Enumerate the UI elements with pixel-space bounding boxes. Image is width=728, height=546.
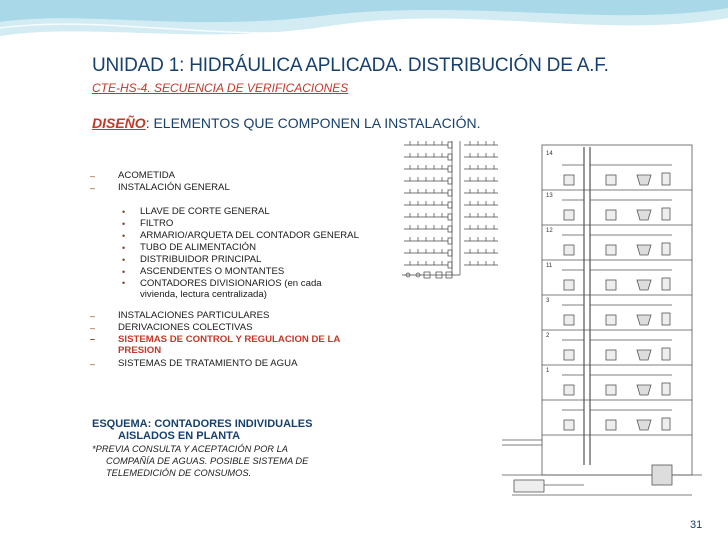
- dot-bullet-icon: •: [122, 267, 126, 277]
- list-item-label-cont: PRESION: [118, 345, 162, 356]
- floor-number: 1: [546, 368, 550, 374]
- list-item: [90, 182, 390, 194]
- floor-number: 12: [546, 228, 553, 234]
- floor-number: 2: [546, 333, 550, 339]
- dot-bullet-icon: •: [122, 255, 126, 265]
- components-list: [90, 170, 390, 370]
- list-subitem-label: ASCENDENTES O MONTANTES: [140, 266, 285, 277]
- dot-bullet-icon: •: [122, 207, 126, 217]
- footnote-line: TELEMEDICIÓN DE CONSUMOS.: [106, 468, 252, 478]
- floor-number: 13: [546, 193, 553, 199]
- esquema-line: ESQUEMA: CONTADORES INDIVIDUALES: [92, 418, 313, 430]
- list-subitem: [90, 254, 390, 266]
- dash-bullet-icon: –: [90, 359, 96, 369]
- dash-bullet-icon: –: [90, 183, 96, 193]
- footnote: [92, 443, 392, 479]
- list-subitem: [90, 218, 390, 230]
- list-subitem-label: FILTRO: [140, 218, 174, 229]
- list-subitem-label: CONTADORES DIVISIONARIOS (en cada: [140, 278, 322, 289]
- header-wave-decoration: [0, 0, 728, 60]
- list-subitem-label: TUBO DE ALIMENTACIÓN: [140, 242, 257, 253]
- floor-number: 14: [546, 151, 553, 157]
- dash-bullet-icon: –: [90, 311, 96, 321]
- dot-bullet-icon: •: [122, 278, 126, 288]
- footnote-line: *PREVIA CONSULTA Y ACEPTACIÓN POR LA: [92, 444, 288, 454]
- list-item-label: SISTEMAS DE TRATAMIENTO DE AGUA: [118, 358, 298, 369]
- esquema-caption: [92, 418, 382, 442]
- floor-number: 3: [546, 298, 550, 304]
- list-subitem: [90, 266, 390, 278]
- list-item: [90, 358, 390, 370]
- list-subitem-label-cont: vivienda, lectura centralizada): [140, 289, 267, 300]
- list-item-highlight: [90, 334, 390, 356]
- meter-manifold-schematic: [400, 135, 502, 290]
- list-subitem-label: DISTRIBUIDOR PRINCIPAL: [140, 254, 262, 265]
- list-subitem-label: LLAVE DE CORTE GENERAL: [140, 206, 270, 217]
- dot-bullet-icon: •: [122, 231, 126, 241]
- list-item-label: INSTALACIONES PARTICULARES: [118, 310, 270, 321]
- page-number: 31: [690, 519, 703, 531]
- list-item: [90, 310, 390, 322]
- list-item: [90, 322, 390, 334]
- slide-title: UNIDAD 1: HIDRÁULICA APLICADA. DISTRIBUCIÓN DE A.F.: [92, 55, 609, 76]
- list-subitem: [90, 278, 390, 300]
- esquema-line: AISLADOS EN PLANTA: [118, 430, 241, 442]
- slide-subtitle: CTE-HS-4. SECUENCIA DE VERIFICACIONES: [92, 81, 349, 95]
- dot-bullet-icon: •: [122, 243, 126, 253]
- list-item-label: SISTEMAS DE CONTROL Y REGULACION DE LA: [118, 334, 341, 345]
- dash-bullet-icon: –: [90, 334, 96, 344]
- section-heading: [92, 115, 480, 131]
- heading-emphasis: DISEÑO: [92, 115, 146, 131]
- list-subitem: [90, 242, 390, 254]
- heading-rest: : ELEMENTOS QUE COMPONEN LA INSTALACIÓN.: [145, 115, 481, 131]
- list-subitem: [90, 230, 390, 242]
- dash-bullet-icon: –: [90, 323, 96, 333]
- list-item: [90, 170, 390, 182]
- footnote-line: COMPAÑÍA DE AGUAS. POSIBLE SISTEMA DE: [106, 456, 309, 466]
- list-item-label: INSTALACIÓN GENERAL: [118, 182, 230, 193]
- list-subitem: [90, 206, 390, 218]
- building-section-diagram: [502, 135, 702, 510]
- list-subitem-label: ARMARIO/ARQUETA DEL CONTADOR GENERAL: [140, 230, 359, 241]
- floor-number: 11: [546, 263, 553, 269]
- dot-bullet-icon: •: [122, 219, 126, 229]
- list-item-label: ACOMETIDA: [118, 170, 176, 181]
- dash-bullet-icon: –: [90, 171, 96, 181]
- list-item-label: DERIVACIONES COLECTIVAS: [118, 322, 253, 333]
